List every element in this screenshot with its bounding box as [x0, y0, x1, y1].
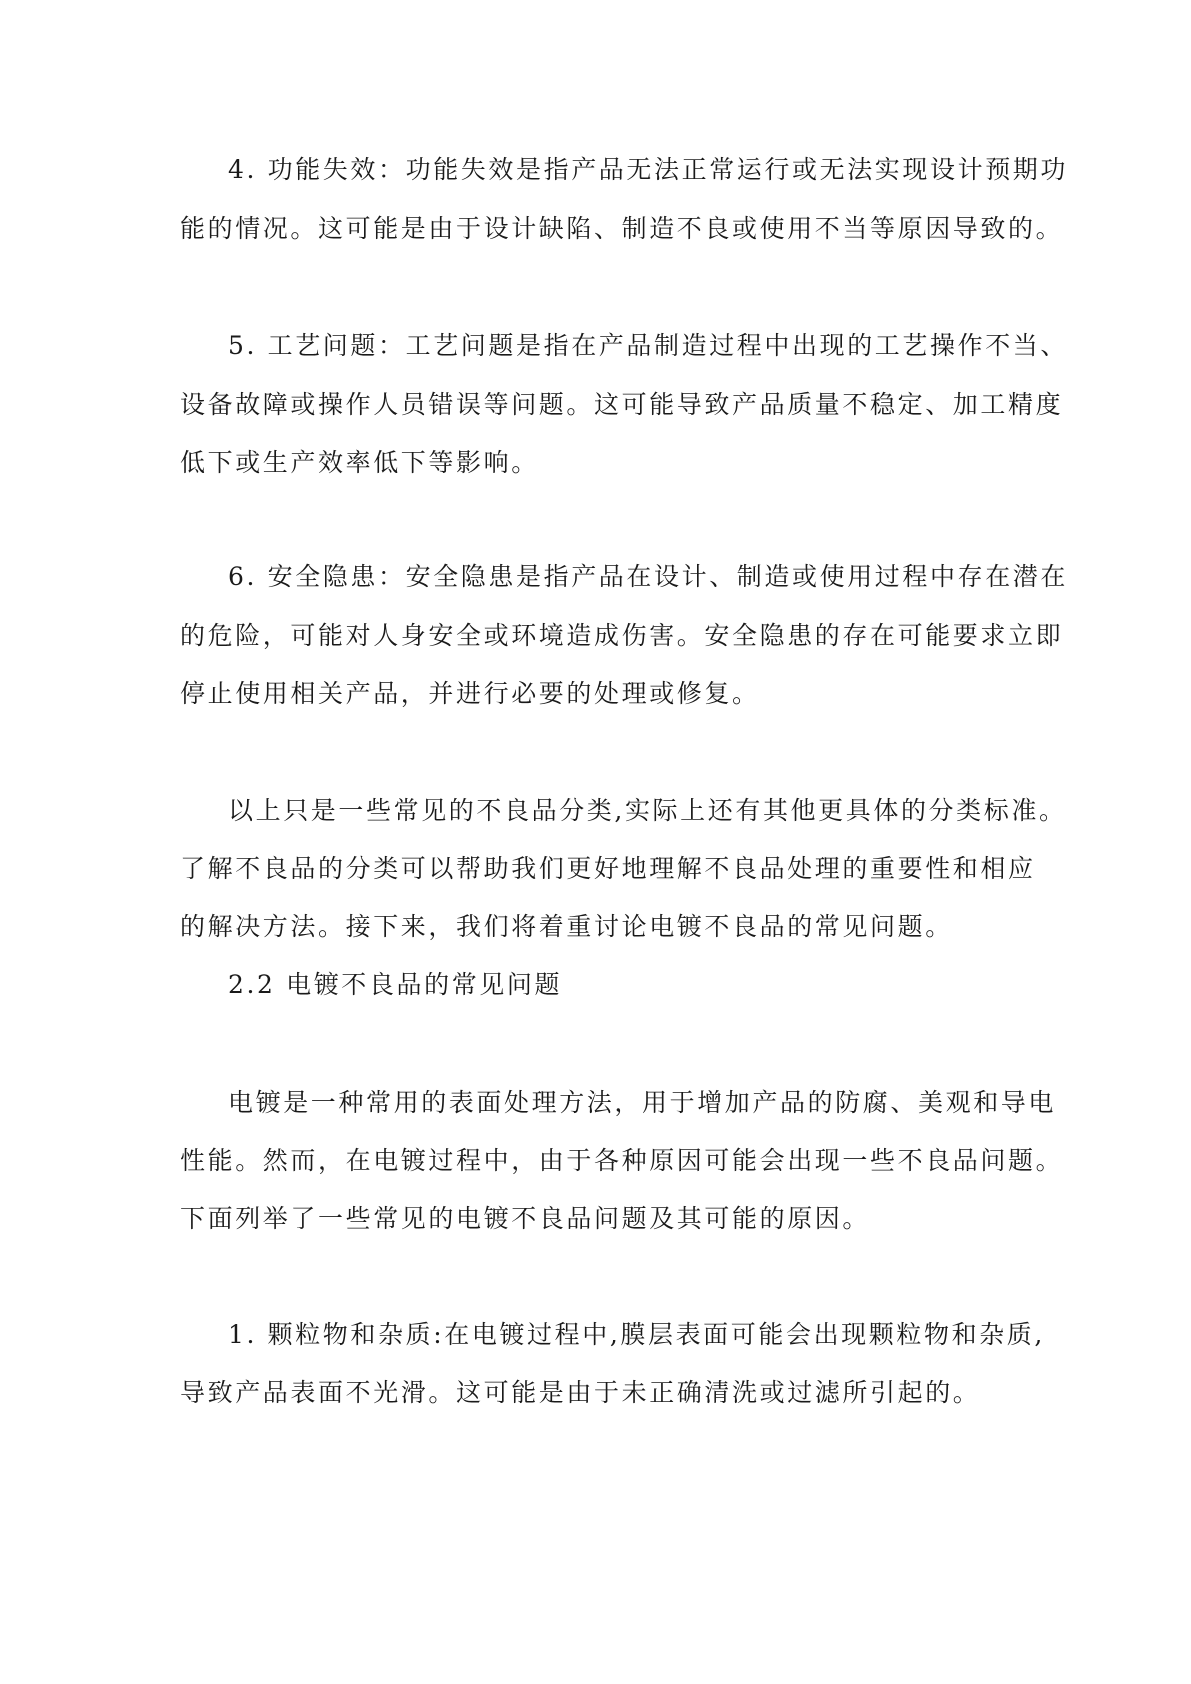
paragraph-process-issue-line-3: 低下或生产效率低下等影响。: [180, 448, 539, 477]
paragraph-process-issue-line-1: 5. 工艺问题：工艺问题是指在产品制造过程中出现的工艺操作不当、: [228, 331, 1069, 360]
paragraph-function-failure-line-2: 能的情况。这可能是由于设计缺陷、制造不良或使用不当等原因导致的。: [180, 214, 1064, 243]
paragraph-process-issue-line-2: 设备故障或操作人员错误等问题。这可能导致产品质量不稳定、加工精度: [180, 390, 1064, 419]
paragraph-summary-line-1: 以上只是一些常见的不良品分类,实际上还有其他更具体的分类标准。: [228, 796, 1067, 825]
paragraph-particles-line-1: 1. 颗粒物和杂质:在电镀过程中,膜层表面可能会出现颗粒物和杂质,: [228, 1320, 1045, 1349]
paragraph-plating-intro-line-1: 电镀是一种常用的表面处理方法，用于增加产品的防腐、美观和导电: [228, 1088, 1057, 1117]
section-heading: 2.2 电镀不良品的常见问题: [228, 970, 563, 999]
paragraph-summary-line-2: 了解不良品的分类可以帮助我们更好地理解不良品处理的重要性和相应: [180, 854, 1036, 883]
paragraph-summary-line-3: 的解决方法。接下来，我们将着重讨论电镀不良品的常见问题。: [180, 912, 953, 941]
paragraph-particles-line-2: 导致产品表面不光滑。这可能是由于未正确清洗或过滤所引起的。: [180, 1378, 981, 1407]
paragraph-plating-intro-line-3: 下面列举了一些常见的电镀不良品问题及其可能的原因。: [180, 1204, 871, 1233]
paragraph-safety-hazard-line-1: 6. 安全隐患：安全隐患是指产品在设计、制造或使用过程中存在潜在: [228, 562, 1069, 591]
paragraph-safety-hazard-line-2: 的危险，可能对人身安全或环境造成伤害。安全隐患的存在可能要求立即: [180, 621, 1064, 650]
paragraph-function-failure-line-1: 4. 功能失效：功能失效是指产品无法正常运行或无法实现设计预期功: [228, 155, 1069, 184]
paragraph-plating-intro-line-2: 性能。然而，在电镀过程中，由于各种原因可能会出现一些不良品问题。: [180, 1146, 1064, 1175]
paragraph-safety-hazard-line-3: 停止使用相关产品，并进行必要的处理或修复。: [180, 679, 760, 708]
